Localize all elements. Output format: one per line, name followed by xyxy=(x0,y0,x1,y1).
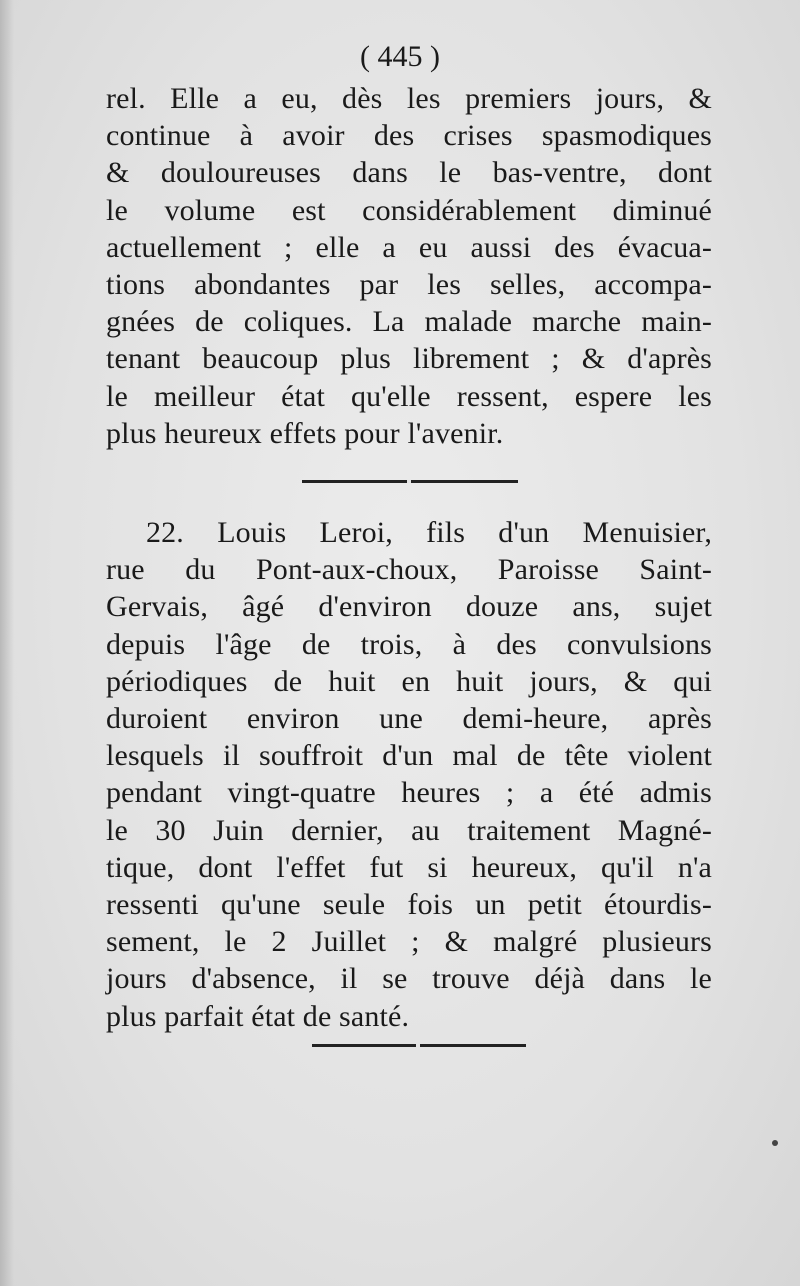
text-line: depuis l'âge de trois, à des convulsions xyxy=(106,627,712,661)
text-line: périodiques de huit en huit jours, & qui xyxy=(106,664,712,698)
text-line: pendant vingt-quatre heures ; a été admis xyxy=(106,776,712,810)
page-number: ( 445 ) xyxy=(360,40,440,73)
text-line: duroient environ une demi-heure, après xyxy=(106,702,712,736)
text-line: ressenti qu'une seule fois un petit étourdis- xyxy=(106,888,712,922)
text-line: tenant beaucoup plus librement ; & d'après xyxy=(106,342,712,376)
text-line: jours d'absence, il se trouve déjà dans le xyxy=(106,962,712,996)
text-line: plus parfait état de santé. xyxy=(106,999,410,1033)
section-divider-rule xyxy=(312,1044,526,1047)
paragraph-continuation xyxy=(106,80,712,452)
text-line: gnées de coliques. La malade marche main- xyxy=(106,305,712,339)
text-line: le volume est considérablement diminué xyxy=(106,193,712,227)
text-line: Gervais, âgé d'environ douze ans, sujet xyxy=(106,590,712,624)
paragraph-case-22 xyxy=(106,514,712,1035)
text-line: actuellement ; elle a eu aussi des évacua- xyxy=(106,230,712,264)
text-line: continue à avoir des crises spasmodiques xyxy=(106,119,712,153)
text-line: & douloureuses dans le bas-ventre, dont xyxy=(106,156,712,190)
text-line: rel. Elle a eu, dès les premiers jours, & xyxy=(106,82,712,115)
text-line: plus heureux effets pour l'avenir. xyxy=(106,416,504,450)
text-line: le meilleur état qu'elle ressent, espere les xyxy=(106,379,712,413)
text-line: lesquels il souffroit d'un mal de tête violent xyxy=(106,739,712,773)
text-line: tions abondantes par les selles, accompa- xyxy=(106,268,712,302)
text-line: tique, dont l'effet fut si heureux, qu'il n'a xyxy=(106,850,712,884)
ink-speck xyxy=(772,1140,778,1146)
text-line: sement, le 2 Juillet ; & malgré plusieurs xyxy=(106,925,712,959)
binding-gutter-shadow xyxy=(0,0,14,1286)
section-divider-rule xyxy=(302,480,518,483)
text-line: le 30 Juin dernier, au traitement Magné- xyxy=(106,813,712,847)
text-line: 22. Louis Leroi, fils d'un Menuisier, xyxy=(146,516,712,549)
text-line: rue du Pont-aux-choux, Paroisse Saint- xyxy=(106,553,712,587)
